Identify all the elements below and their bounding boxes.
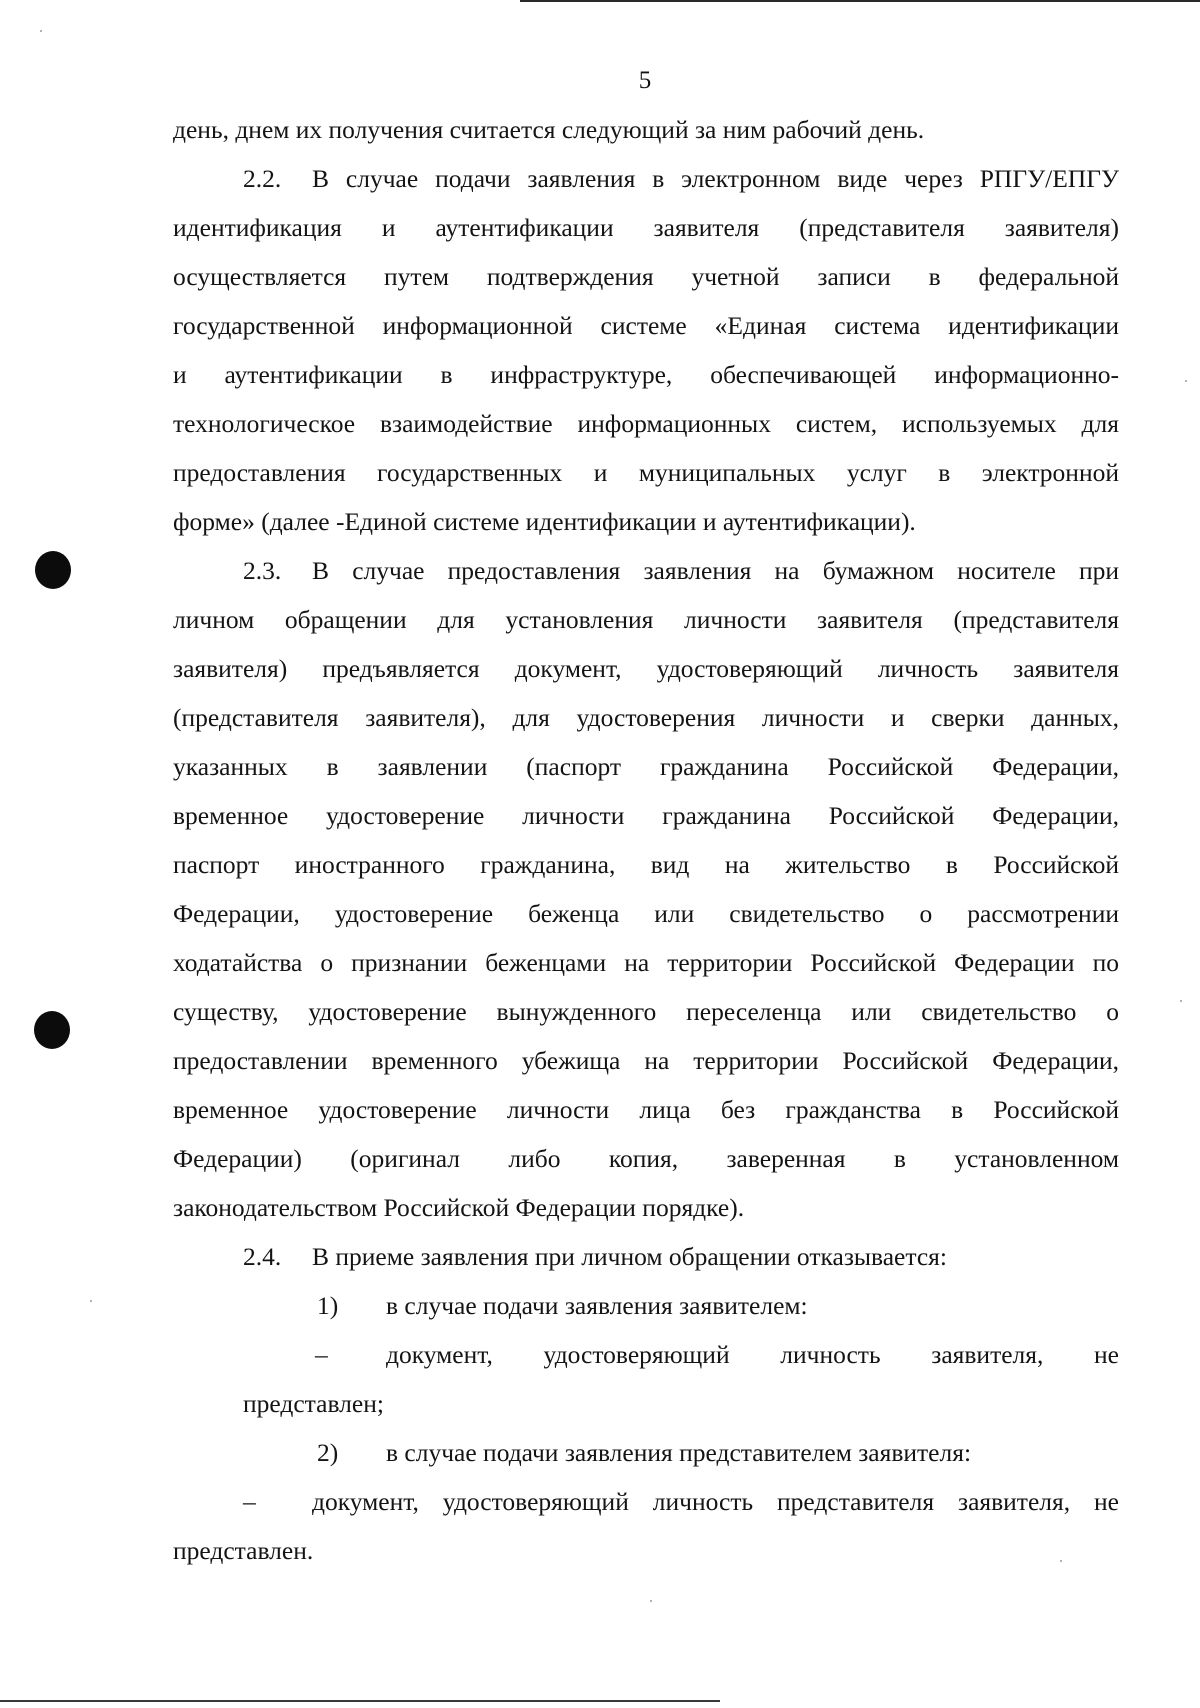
text-line: В приеме заявления при личном обращении отказывается: bbox=[312, 1242, 947, 1271]
paragraph-2-3-first-line bbox=[173, 551, 1119, 600]
text-line: заявителя) предъявляется документ, удостоверяющий личность заявителя bbox=[173, 654, 1119, 683]
punch-hole bbox=[35, 551, 71, 589]
scan-top-edge bbox=[520, 0, 1200, 2]
text-line: документ, удостоверяющий личность представителя заявителя, не bbox=[312, 1487, 1119, 1516]
text-line: представлен; bbox=[243, 1389, 384, 1418]
scan-speck bbox=[1185, 380, 1187, 382]
text-line: Федерации) (оригинал либо копия, заверенная в установленном bbox=[173, 1144, 1119, 1173]
text-line: в случае подачи заявления представителем заявителя: bbox=[386, 1438, 972, 1467]
text-line: В случае подачи заявления в электронном виде через РПГУ/ЕПГУ bbox=[312, 164, 1119, 193]
scan-speck bbox=[40, 30, 42, 32]
document-body bbox=[173, 110, 1119, 1580]
text-line: представлен. bbox=[173, 1536, 314, 1565]
dash-marker: – bbox=[315, 1340, 328, 1369]
text-line: временное удостоверение личности лица без гражданства в Российской bbox=[173, 1095, 1119, 1124]
text-line: и аутентификации в инфраструктуре, обеспечивающей информационно- bbox=[173, 360, 1119, 389]
text-line: технологическое взаимодействие информационных систем, используемых для bbox=[173, 409, 1119, 438]
text-line: форме» (далее -Единой системе идентификации и аутентификации). bbox=[173, 507, 916, 536]
text-line: паспорт иностранного гражданина, вид на жительство в Российской bbox=[173, 850, 1119, 879]
text-line: в случае подачи заявления заявителем: bbox=[386, 1291, 808, 1320]
text-line: Федерации, удостоверение беженца или свидетельство о рассмотрении bbox=[173, 899, 1119, 928]
text-line: ходатайства о признании беженцами на территории Российской Федерации по bbox=[173, 948, 1119, 977]
list-number: 1) bbox=[317, 1291, 339, 1320]
list-item-1 bbox=[173, 1286, 1119, 1335]
paragraph-2-2-first-line bbox=[173, 159, 1119, 208]
scan-speck bbox=[650, 1600, 652, 1602]
text-line: день, днем их получения считается следующий за ним рабочий день. bbox=[173, 115, 925, 144]
paragraph-number: 2.3. bbox=[243, 556, 282, 585]
scan-speck bbox=[90, 1300, 92, 1302]
text-line-indented bbox=[173, 1384, 1119, 1433]
scan-bottom-edge bbox=[0, 1700, 720, 1702]
text-line: идентификация и аутентификации заявителя (представителя заявителя) bbox=[173, 213, 1119, 242]
paragraph-number: 2.2. bbox=[243, 164, 282, 193]
text-line: (представителя заявителя), для удостоверения личности и сверки данных, bbox=[173, 703, 1119, 732]
text-line: законодательством Российской Федерации порядке). bbox=[173, 1193, 745, 1222]
text-line: В случае предоставления заявления на бумажном носителе при bbox=[312, 556, 1119, 585]
list-item-2 bbox=[173, 1433, 1119, 1482]
text-line: личном обращении для установления личности заявителя (представителя bbox=[173, 605, 1119, 634]
text-line: документ, удостоверяющий личность заявителя, не bbox=[386, 1340, 1119, 1369]
list-subitem bbox=[173, 1335, 1119, 1384]
paragraph-2-4-first-line bbox=[173, 1237, 1119, 1286]
list-subitem bbox=[173, 1482, 1119, 1531]
text-line: осуществляется путем подтверждения учетной записи в федеральной bbox=[173, 262, 1119, 291]
list-number: 2) bbox=[317, 1438, 339, 1467]
dash-marker: – bbox=[243, 1487, 256, 1516]
text-line: указанных в заявлении (паспорт гражданина Российской Федерации, bbox=[173, 752, 1119, 781]
scan-speck bbox=[1180, 1000, 1182, 1002]
text-line: предоставлении временного убежища на территории Российской Федерации, bbox=[173, 1046, 1119, 1075]
text-line: предоставления государственных и муниципальных услуг в электронной bbox=[173, 458, 1119, 487]
punch-hole bbox=[34, 1011, 70, 1049]
paragraph-number: 2.4. bbox=[243, 1242, 282, 1271]
text-line: существу, удостоверение вынужденного переселенца или свидетельство о bbox=[173, 997, 1119, 1026]
text-line: государственной информационной системе «Единая система идентификации bbox=[173, 311, 1119, 340]
page-number: 5 bbox=[638, 67, 652, 94]
text-line: временное удостоверение личности гражданина Российской Федерации, bbox=[173, 801, 1119, 830]
